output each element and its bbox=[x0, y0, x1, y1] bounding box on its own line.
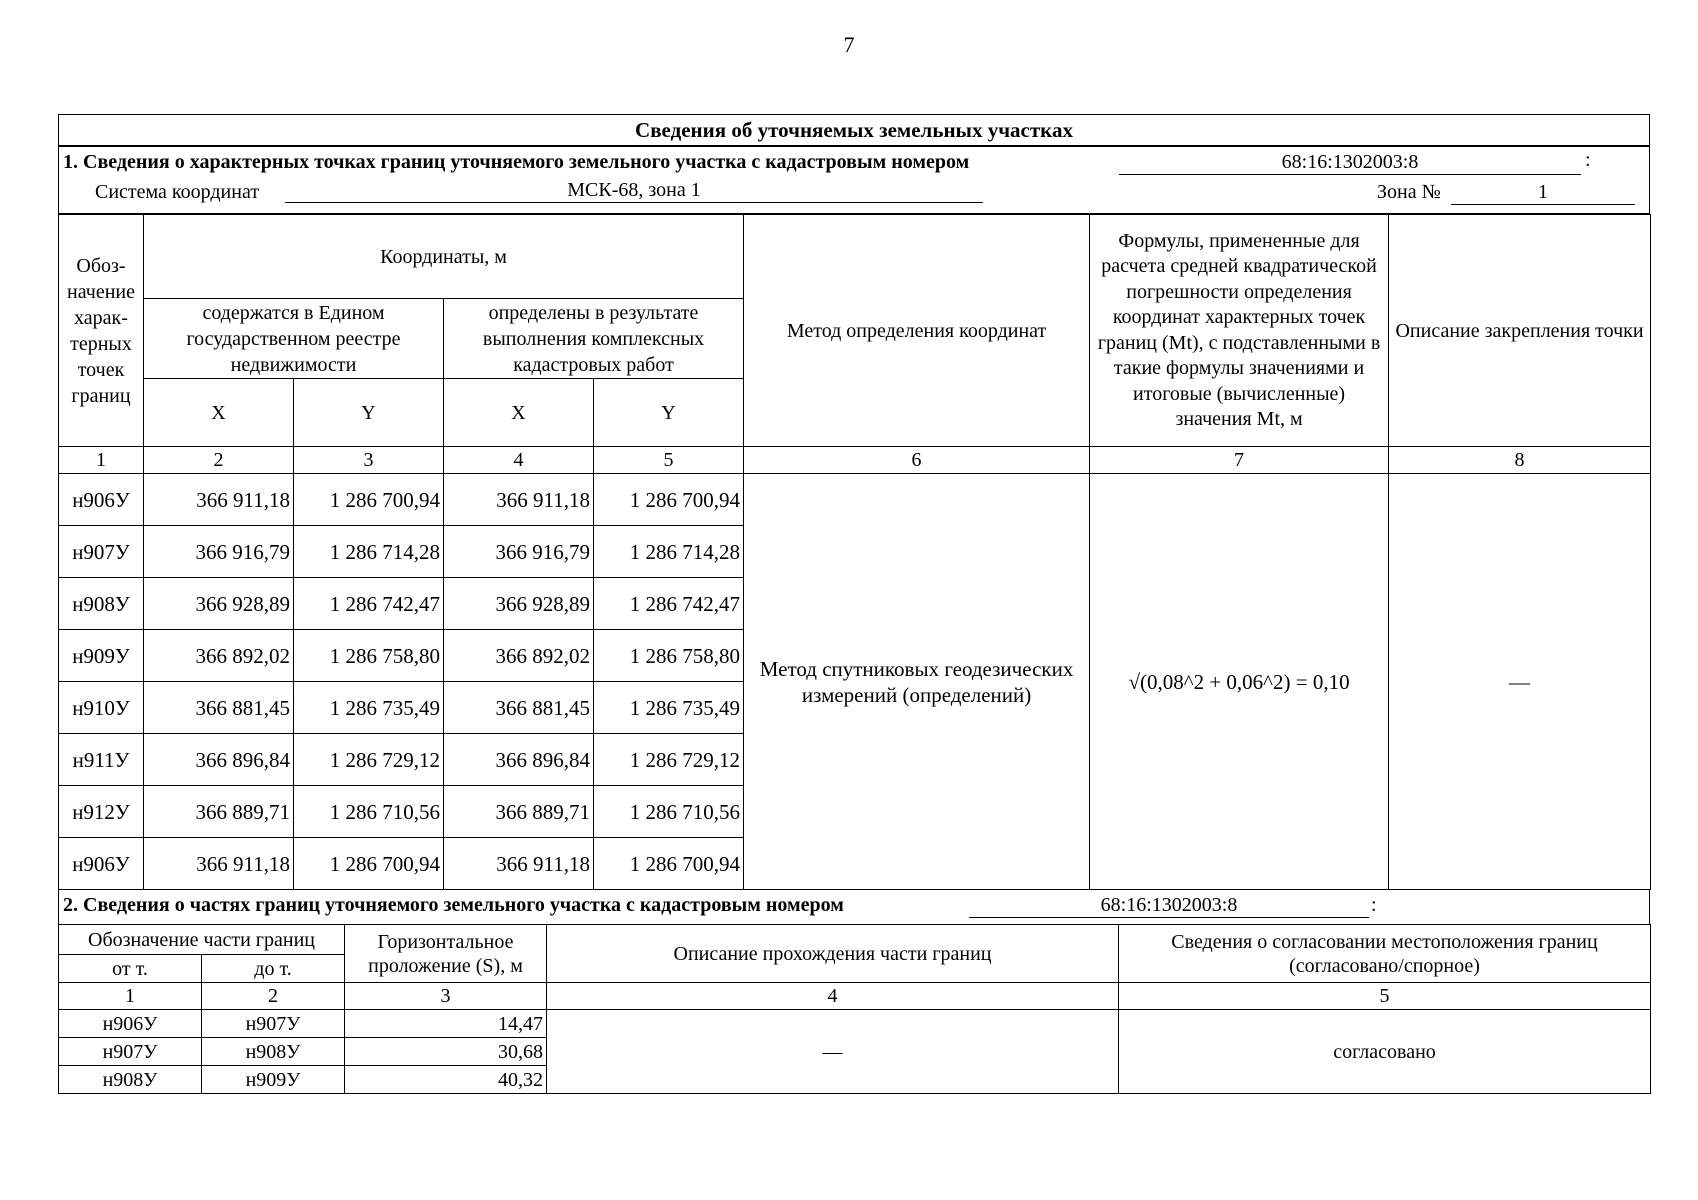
table-row bbox=[59, 474, 1651, 526]
header-description: Описание закрепления точки bbox=[1389, 215, 1651, 447]
formula-value: √(0,08^2 + 0,06^2) = 0,10 bbox=[1090, 474, 1389, 890]
header-point-designation: Обоз- начение харак- терных точек границ bbox=[59, 215, 144, 447]
agreement-value: согласовано bbox=[1119, 1010, 1651, 1094]
y-kkr: 1 286 700,94 bbox=[594, 474, 744, 526]
section2-colon: : bbox=[1371, 894, 1377, 916]
x-egrn: 366 911,18 bbox=[144, 474, 294, 526]
column-number: 1 bbox=[59, 983, 202, 1010]
column-number: 7 bbox=[1090, 447, 1389, 474]
column-number: 6 bbox=[744, 447, 1090, 474]
point-name: н911У bbox=[59, 734, 144, 786]
column-number: 5 bbox=[1119, 983, 1651, 1010]
section1-heading: 1. Сведения о характерных точках границ уточняемого земельного участка с кадастровым номером bbox=[63, 151, 970, 173]
part-length: 14,47 bbox=[345, 1010, 547, 1038]
document-title: Сведения об уточняемых земельных участках bbox=[59, 115, 1650, 147]
y-egrn: 1 286 729,12 bbox=[294, 734, 444, 786]
x-egrn: 366 928,89 bbox=[144, 578, 294, 630]
header-to: до т. bbox=[202, 955, 345, 983]
point-name: н912У bbox=[59, 786, 144, 838]
column-number-row bbox=[59, 983, 1651, 1010]
y-egrn: 1 286 700,94 bbox=[294, 474, 444, 526]
y-kkr: 1 286 700,94 bbox=[594, 838, 744, 890]
y-egrn: 1 286 742,47 bbox=[294, 578, 444, 630]
y-egrn: 1 286 710,56 bbox=[294, 786, 444, 838]
x-egrn: 366 889,71 bbox=[144, 786, 294, 838]
y-kkr: 1 286 710,56 bbox=[594, 786, 744, 838]
y-kkr: 1 286 758,80 bbox=[594, 630, 744, 682]
header-formula: Формулы, примененные для расчета средней квадратической погрешности определения координат характерных точек границ (Mt), с подставленными в такие формулы значениями и итоговые (вычисленные) значения Mt, м bbox=[1090, 215, 1389, 447]
method-value: Метод спутниковых геодезических измерений (определений) bbox=[744, 474, 1090, 890]
x-kkr: 366 911,18 bbox=[444, 838, 594, 890]
y-kkr: 1 286 729,12 bbox=[594, 734, 744, 786]
y-egrn: 1 286 700,94 bbox=[294, 838, 444, 890]
header-x-kkr: X bbox=[444, 379, 594, 447]
description-value: — bbox=[1389, 474, 1651, 890]
column-number: 2 bbox=[202, 983, 345, 1010]
passage-value: — bbox=[547, 1010, 1119, 1094]
coord-system-label: Система координат bbox=[95, 181, 260, 203]
section1-info bbox=[58, 147, 1650, 214]
y-egrn: 1 286 735,49 bbox=[294, 682, 444, 734]
x-kkr: 366 916,79 bbox=[444, 526, 594, 578]
y-kkr: 1 286 742,47 bbox=[594, 578, 744, 630]
header-from: от т. bbox=[59, 955, 202, 983]
header-y-kkr: Y bbox=[594, 379, 744, 447]
header-passage: Описание прохождения части границ bbox=[547, 925, 1119, 983]
point-name: н906У bbox=[59, 474, 144, 526]
point-name: н910У bbox=[59, 682, 144, 734]
column-number: 5 bbox=[594, 447, 744, 474]
section1-colon: : bbox=[1585, 149, 1591, 171]
x-egrn: 366 896,84 bbox=[144, 734, 294, 786]
parts-table bbox=[58, 924, 1651, 1094]
part-from: н907У bbox=[59, 1038, 202, 1066]
column-number: 4 bbox=[444, 447, 594, 474]
section2-info bbox=[58, 890, 1650, 924]
header-y-egrn: Y bbox=[294, 379, 444, 447]
column-number: 2 bbox=[144, 447, 294, 474]
document-sheet bbox=[58, 114, 1650, 1094]
column-number: 4 bbox=[547, 983, 1119, 1010]
table-row bbox=[59, 1010, 1651, 1038]
point-name: н906У bbox=[59, 838, 144, 890]
part-to: н908У bbox=[202, 1038, 345, 1066]
x-kkr: 366 928,89 bbox=[444, 578, 594, 630]
x-kkr: 366 892,02 bbox=[444, 630, 594, 682]
point-name: н909У bbox=[59, 630, 144, 682]
section2-heading: 2. Сведения о частях границ уточняемого земельного участка с кадастровым номером bbox=[63, 894, 844, 916]
part-to: н907У bbox=[202, 1010, 345, 1038]
column-number: 8 bbox=[1389, 447, 1651, 474]
x-egrn: 366 916,79 bbox=[144, 526, 294, 578]
points-table bbox=[58, 214, 1651, 890]
y-kkr: 1 286 735,49 bbox=[594, 682, 744, 734]
header-coordinates: Координаты, м bbox=[144, 215, 744, 299]
header-kkr: определены в результате выполнения комплексных кадастровых работ bbox=[444, 299, 744, 379]
section1-cadastral-number: 68:16:1302003:8 bbox=[1119, 151, 1581, 175]
x-kkr: 366 881,45 bbox=[444, 682, 594, 734]
y-egrn: 1 286 758,80 bbox=[294, 630, 444, 682]
part-length: 40,32 bbox=[345, 1066, 547, 1094]
page-number: 7 bbox=[843, 32, 855, 57]
header-method: Метод определения координат bbox=[744, 215, 1090, 447]
x-egrn: 366 881,45 bbox=[144, 682, 294, 734]
y-egrn: 1 286 714,28 bbox=[294, 526, 444, 578]
column-number: 3 bbox=[294, 447, 444, 474]
point-name: н908У bbox=[59, 578, 144, 630]
zone-label: Зона № bbox=[1377, 181, 1441, 203]
section2-cadastral-number: 68:16:1302003:8 bbox=[969, 894, 1369, 918]
x-kkr: 366 911,18 bbox=[444, 474, 594, 526]
header-agreement: Сведения о согласовании местоположения границ (согласовано/спорное) bbox=[1119, 925, 1651, 983]
column-number: 3 bbox=[345, 983, 547, 1010]
header-part-designation: Обозначение части границ bbox=[59, 925, 345, 955]
header-x-egrn: X bbox=[144, 379, 294, 447]
column-number: 1 bbox=[59, 447, 144, 474]
part-to: н909У bbox=[202, 1066, 345, 1094]
zone-value: 1 bbox=[1451, 181, 1635, 205]
x-kkr: 366 889,71 bbox=[444, 786, 594, 838]
part-length: 30,68 bbox=[345, 1038, 547, 1066]
coord-system-value: МСК-68, зона 1 bbox=[285, 179, 983, 203]
x-kkr: 366 896,84 bbox=[444, 734, 594, 786]
x-egrn: 366 892,02 bbox=[144, 630, 294, 682]
part-from: н906У bbox=[59, 1010, 202, 1038]
header-egrn: содержатся в Едином государственном реестре недвижимости bbox=[144, 299, 444, 379]
y-kkr: 1 286 714,28 bbox=[594, 526, 744, 578]
header-horizontal: Горизонтальное проложение (S), м bbox=[345, 925, 547, 983]
x-egrn: 366 911,18 bbox=[144, 838, 294, 890]
part-from: н908У bbox=[59, 1066, 202, 1094]
point-name: н907У bbox=[59, 526, 144, 578]
column-number-row bbox=[59, 447, 1651, 474]
title-table bbox=[58, 114, 1650, 147]
